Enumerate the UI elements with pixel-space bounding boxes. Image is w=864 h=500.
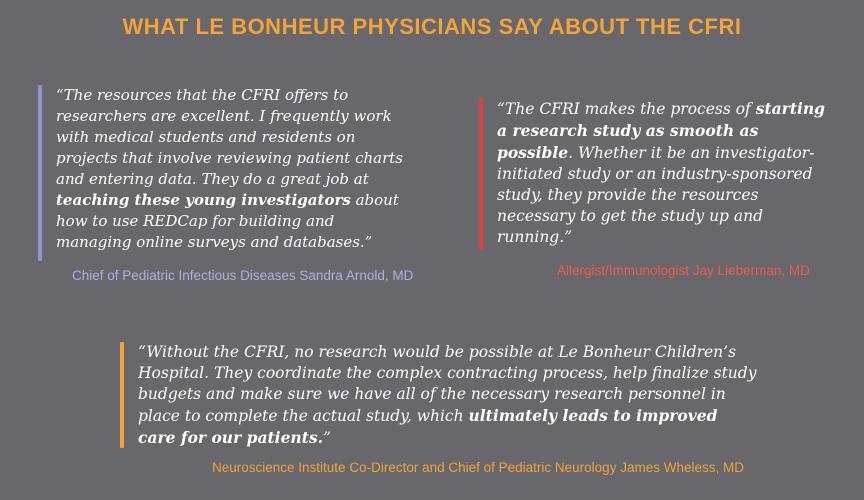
quote-segment: . Whether it be an investigator-initiated study or an industry-sponsored study, they provide the resources necessary to get the study up and running.” — [497, 144, 815, 246]
quote-text — [56, 85, 406, 253]
quote-highlight: teaching these young investigators — [56, 191, 351, 209]
quote-highlight: ultimately leads to improved care for our patients. — [138, 406, 718, 447]
page-title: WHAT LE BONHEUR PHYSICIANS SAY ABOUT THE CFRI — [122, 14, 742, 39]
quote-segment: “The resources that the CFRI offers to researchers are excellent. I frequently work with medical students and residents on projects that involve reviewing patient charts and entering data. They do a great job at — [56, 86, 403, 188]
quote-highlight: starting a research study as smooth as possible — [497, 99, 825, 162]
quote-accent-bar — [479, 98, 483, 250]
quote-text — [138, 342, 758, 449]
quote-attribution: Chief of Pediatric Infectious Diseases Sandra Arnold, MD — [72, 268, 414, 283]
quote-segment: “The CFRI makes the process of — [497, 100, 756, 118]
quote-attribution: Neuroscience Institute Co-Director and Chief of Pediatric Neurology James Wheless, MD — [212, 460, 744, 475]
quote-accent-bar — [38, 85, 42, 261]
quote-block-arnold — [38, 85, 418, 283]
quote-segment: “Without the CFRI, no research would be possible at Le Bonheur Children’s Hospital. They coordinate the complex contracting process, help finalize study budgets and make sure we have all of the necessary research personnel in place to complete the actual study, which — [138, 343, 757, 425]
quote-segment: ” — [323, 429, 331, 447]
quote-block-lieberman — [479, 98, 839, 278]
quote-block-wheless — [120, 342, 770, 482]
quote-text — [497, 98, 832, 248]
quote-accent-bar — [120, 342, 124, 448]
quote-attribution: Allergist/Immunologist Jay Lieberman, MD — [557, 263, 810, 278]
quote-segment: about how to use REDCap for building and managing online surveys and databases.” — [56, 191, 399, 251]
